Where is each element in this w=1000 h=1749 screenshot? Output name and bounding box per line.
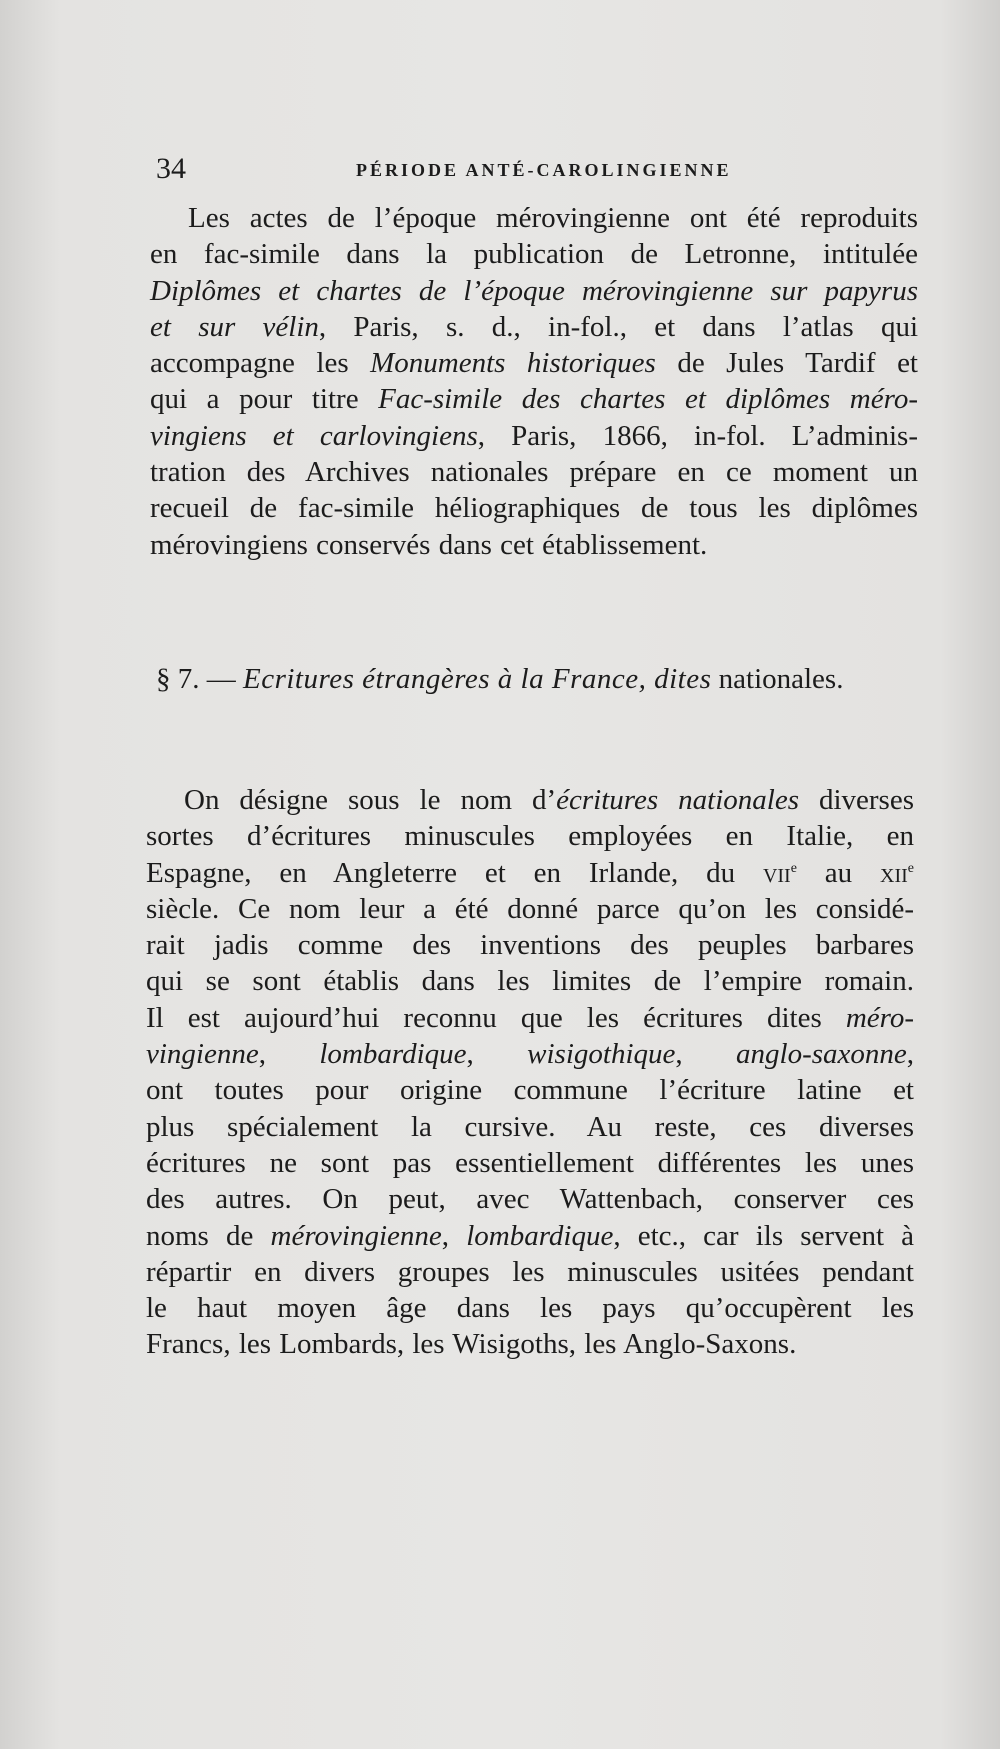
text-line: Il est aujourd’hui reconnu que les écritures dites méro- [146, 1001, 914, 1034]
text-line: Espagne, en Angleterre et en Irlande, du vii$^e$ au xii$^e$ [146, 856, 914, 889]
text-line: écritures ne sont pas essentiellement différentes les unes [146, 1146, 914, 1179]
text-line: accompagne les Monuments historiques de Jules Tardif et [150, 347, 918, 380]
text-line: rait jadis comme des inventions des peuples barbares [146, 929, 914, 962]
section-dash: — [199, 663, 243, 695]
text-line: mérovingiens conservés dans cet établissement. [150, 528, 708, 561]
paragraph-1 [150, 200, 918, 563]
section-title-italic: Ecritures étrangères à la France, dites [243, 663, 712, 695]
text-line: On désigne sous le nom d’écritures nationales diverses [184, 784, 914, 816]
paragraph-2 [146, 782, 914, 1363]
text-line: qui a pour titre Fac-simile des chartes et diplômes méro- [150, 383, 918, 416]
text-line: Les actes de l’époque mérovingienne ont été reproduits [188, 202, 918, 234]
section-number: § 7. [156, 663, 200, 695]
text-line: sortes d’écritures minuscules employées en Italie, en [146, 820, 914, 853]
text-line: en fac-simile dans la publication de Letronne, intitulée [150, 238, 918, 271]
text-line: tration des Archives nationales prépare en ce moment un [150, 456, 918, 489]
text-line: vingiens et carlovingiens, Paris, 1866, in-fol. L’adminis- [150, 419, 918, 452]
page-number: 34 [156, 152, 186, 185]
section-title-roman: nationales. [711, 663, 844, 695]
text-line: siècle. Ce nom leur a été donné parce qu’on les considé- [146, 892, 914, 925]
text-line: ont toutes pour origine commune l’écriture latine et [146, 1074, 914, 1107]
text-line: Francs, les Lombards, les Wisigoths, les Anglo-Saxons. [146, 1328, 797, 1361]
text-line: Diplômes et chartes de l’époque mérovingienne sur papyrus [150, 274, 918, 307]
text-line: et sur vélin, Paris, s. d., in-fol., et dans l’atlas qui [150, 310, 919, 343]
text-line: répartir en divers groupes les minuscules usitées pendant [146, 1255, 914, 1288]
text-line: vingienne, lombardique, wisigothique, anglo-saxonne, [146, 1038, 915, 1071]
text-line: plus spécialement la cursive. Au reste, ces diverses [146, 1110, 914, 1143]
text-line: recueil de fac-simile héliographiques de tous les diplômes [150, 492, 918, 525]
text-line: des autres. On peut, avec Wattenbach, conserver ces [146, 1183, 914, 1216]
text-line: noms de mérovingienne, lombardique, etc., car ils servent à [146, 1219, 915, 1252]
text-line: qui se sont établis dans les limites de l’empire romain. [146, 965, 914, 998]
section-heading [156, 663, 916, 696]
text-line: le haut moyen âge dans les pays qu’occupèrent les [146, 1292, 914, 1325]
page-header [156, 152, 916, 188]
running-title: PÉRIODE ANTÉ-CAROLINGIENNE [356, 160, 732, 180]
